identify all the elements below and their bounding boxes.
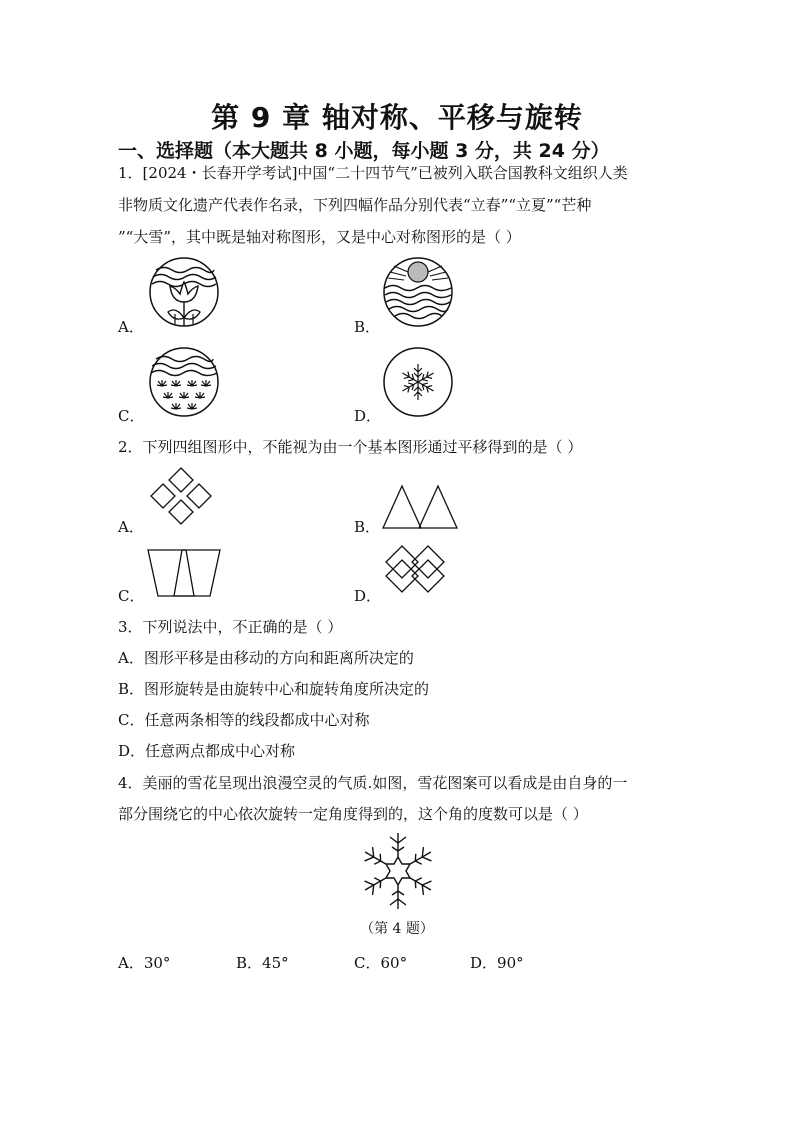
- q1-option-a-label[interactable]: A．: [118, 318, 144, 336]
- q2-option-b-label[interactable]: B．: [354, 518, 381, 536]
- q2-figure-d-overlapping-squares[interactable]: [382, 542, 448, 598]
- q1-option-d-label[interactable]: D．: [354, 407, 382, 425]
- q3-option-d[interactable]: D．任意两点都成中心对称: [118, 742, 296, 760]
- page-title: 第 9 章 轴对称、平移与旋转: [211, 101, 583, 134]
- q4-option-d[interactable]: D．90°: [470, 954, 524, 972]
- q4-line-2: 部分围绕它的中心依次旋转一定角度得到的，这个角的度数可以是（ ）: [118, 805, 588, 823]
- q3-option-b[interactable]: B．图形旋转是由旋转中心和旋转角度所决定的: [118, 680, 430, 698]
- q2-figure-a-diamonds[interactable]: [148, 466, 214, 528]
- spring-sprout-icon[interactable]: [148, 256, 220, 328]
- q2-figure-c-trapezoids[interactable]: [146, 548, 222, 598]
- q3-option-a[interactable]: A．图形平移是由移动的方向和距离所决定的: [118, 649, 414, 667]
- q1-line-3: ”“大雪”，其中既是轴对称图形，又是中心对称图形的是（ ）: [118, 228, 521, 246]
- q4-option-a[interactable]: A．30°: [118, 954, 171, 972]
- q1-line-2: 非物质文化遗产代表作名录，下列四幅作品分别代表“立春”“立夏”“芒种: [118, 196, 592, 214]
- q3-option-c[interactable]: C．任意两条相等的线段都成中心对称: [118, 711, 370, 729]
- summer-sun-icon[interactable]: [382, 256, 454, 328]
- grain-in-ear-icon[interactable]: [148, 346, 220, 418]
- snowflake-icon[interactable]: [382, 346, 454, 418]
- q4-line-1: 4．美丽的雪花呈现出浪漫空灵的气质.如图，雪花图案可以看成是由自身的一: [118, 774, 628, 792]
- q4-figure-caption: （第 4 题）: [360, 921, 434, 937]
- q4-option-b[interactable]: B．45°: [236, 954, 289, 972]
- q2-option-d-label[interactable]: D．: [354, 587, 382, 605]
- section-heading: 一、选择题（本大题共 8 小题，每小题 3 分，共 24 分）: [118, 140, 610, 162]
- q2-option-c-label[interactable]: C．: [118, 587, 145, 605]
- q4-snowflake-figure: [352, 830, 444, 912]
- q1-option-b-label[interactable]: B．: [354, 318, 381, 336]
- q1-line-1: 1．[2024・长春开学考试]中国“二十四节气”已被列入联合国教科文组织人类: [118, 164, 628, 182]
- q2-line: 2．下列四组图形中，不能视为由一个基本图形通过平移得到的是（ ）: [118, 438, 583, 456]
- q4-option-c[interactable]: C．60°: [354, 954, 408, 972]
- q2-figure-b-triangles[interactable]: [382, 484, 460, 530]
- q3-line: 3．下列说法中，不正确的是（ ）: [118, 618, 343, 636]
- q1-option-c-label[interactable]: C．: [118, 407, 145, 425]
- q2-option-a-label[interactable]: A．: [118, 518, 144, 536]
